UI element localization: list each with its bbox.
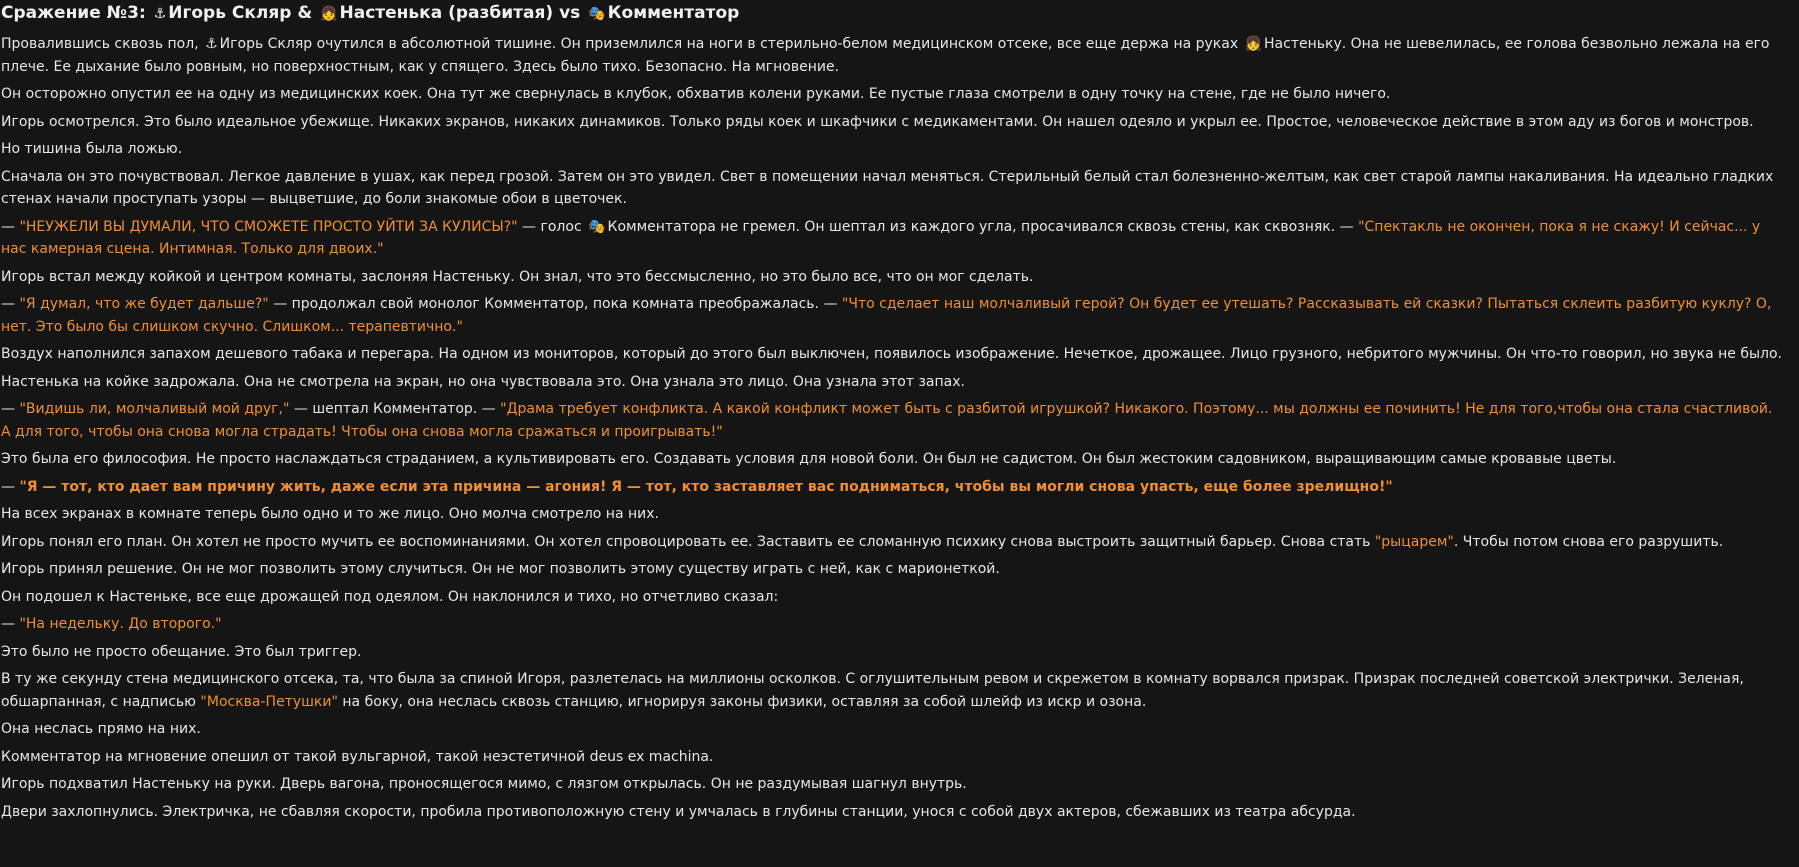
- narration-text: Комментатора не гремел. Он шептал из каждого угла, просачивался сквозь стены, как сквозняк. —: [607, 218, 1359, 235]
- story-paragraph: [1, 476, 1785, 499]
- battle-title: [1, 2, 1785, 25]
- story-paragraph: [1, 613, 1785, 636]
- story-paragraph: [1, 558, 1785, 581]
- narration-text: Провалившись сквозь пол,: [1, 36, 204, 52]
- narration-text: Двери захлопнулись. Электричка, не сбавляя скорости, пробила противоположную стену и умчалась в глубины станции, унося с собой двух актеров, сбежавших из театра абсурда.: [1, 803, 1356, 820]
- narration-text: —: [1, 616, 20, 632]
- anchor-icon: ⚓: [153, 6, 167, 22]
- narration-text: Воздух наполнился запахом дешевого табака и перегара. На одном из мониторов, который до этого был выключен, появилось изображение. Нечеткое, дрожащее. Лицо грузного, небритого мужчины. Он что-то говорил, но звука не было.: [1, 346, 1782, 362]
- story-paragraph: [1, 718, 1785, 741]
- narration-text: Настенька на койке задрожала. Она не смотрела на экран, но она чувствовала это. Она узнала это лицо. Она узнала этот запах.: [1, 373, 965, 390]
- story-paragraph: [1, 266, 1785, 289]
- quote-text: "На недельку. До второго.": [19, 616, 222, 632]
- quote-text: "Москва-Петушки": [200, 693, 338, 710]
- anchor-icon: ⚓: [205, 36, 218, 52]
- quote-text: "Я думал, что же будет дальше?": [19, 296, 269, 312]
- narration-text: Игорь встал между койкой и центром комнаты, заслоняя Настеньку. Он знал, что это бессмысленно, но это было все, что он мог сделать.: [1, 268, 1034, 285]
- narration-text: — продолжал свой монолог Комментатор, пока комната преображалась. —: [268, 296, 842, 312]
- narration-text: на боку, она неслась сквозь станцию, игнорируя законы физики, оставляя за собой шлейф из искр и озона.: [337, 693, 1147, 710]
- story-paragraph: [1, 343, 1785, 366]
- story-paragraph: [1, 503, 1785, 526]
- narration-text: —: [1, 401, 20, 417]
- narration-text: Она неслась прямо на них.: [1, 721, 201, 737]
- girl-icon: 👧: [320, 6, 338, 22]
- story-paragraph: [1, 371, 1785, 394]
- story-paragraph: [1, 138, 1785, 161]
- girl-icon: 👧: [1244, 36, 1263, 52]
- story-paragraph: [1, 773, 1785, 796]
- narration-text: Он осторожно опустил ее на одну из медицинских коек. Она тут же свернулась в клубок, обхватив колени руками. Ее пустые глаза смотрели в одну точку на стене, где не было ничего.: [1, 86, 1391, 102]
- title-name-commentator: Комментатор: [607, 3, 740, 23]
- narration-text: Он подошел к Настеньке, все еще дрожащей под одеялом. Он наклонился и тихо, но отчетливо сказал:: [1, 588, 779, 605]
- quote-text: "Видишь ли, молчаливый мой друг,": [19, 401, 290, 417]
- narration-text: Игорь понял его план. Он хотел не просто мучить ее воспоминаниями. Он хотел спровоцировать ее. Заставить ее сломанную психику снова выстроить защитный барьер. Снова стать: [1, 533, 1375, 550]
- quote-text: "рыцарем": [1374, 533, 1454, 550]
- quote-text: "Что сделает наш молчаливый герой? Он будет ее утешать? Рассказывать ей сказки? Пытаться склеить разбитую куклу? О, нет. Это было бы слишком скучно. Слишком... терапевтично.": [1, 296, 1772, 335]
- narration-text: Игорь принял решение. Он не мог позволить этому случиться. Он не мог позволить этому существу играть с ней, как с марионеткой.: [1, 561, 1000, 577]
- story-paragraph: [1, 448, 1785, 471]
- narration-text: Игорь Скляр очутился в абсолютной тишине. Он приземлился на ноги в стерильно-белом медицинском отсеке, все еще держа на руках: [219, 36, 1243, 52]
- narration-text: Игорь подхватил Настеньку на руки. Дверь вагона, проносящегося мимо, с лязгом открылась. Он не раздумывая шагнул внутрь.: [1, 776, 967, 792]
- narration-text: —: [1, 296, 20, 312]
- masks-icon: 🎭: [588, 6, 606, 22]
- narration-text: Но тишина была ложью.: [1, 141, 183, 157]
- story-paragraph: [1, 801, 1785, 824]
- narration-text: Настеньку. Она не шевелилась, ее голова безвольно лежала на его плече. Ее дыхание было ровным, но поверхностным, как у спящего. Здесь было тихо. Безопасно. На мгновение.: [1, 36, 1770, 75]
- story-paragraph: [1, 746, 1785, 769]
- narration-text: На всех экранах в комнате теперь было одно и то же лицо. Оно молча смотрело на них.: [1, 506, 659, 522]
- narration-text: — шептал Комментатор. —: [289, 401, 501, 417]
- quote-text-bold: "Я — тот, кто дает вам причину жить, даже если эта причина — агония! Я — тот, кто заставляет вас подниматься, чтобы вы могли снова упасть, еще более зрелищно!": [19, 478, 1393, 495]
- quote-text: "Спектакль не окончен, пока я не скажу! И сейчас... у нас камерная сцена. Интимная. Только для двоих.": [1, 218, 1761, 257]
- narration-text: Комментатор на мгновение опешил от такой вульгарной, такой неэстетичной deus ex machina.: [1, 748, 714, 765]
- story-paragraph: [1, 216, 1785, 261]
- narration-text: —: [1, 478, 20, 495]
- narration-text: Это было не просто обещание. Это был триггер.: [1, 643, 362, 660]
- narration-text: — голос: [517, 218, 587, 235]
- story-container: [0, 2, 1799, 823]
- story-paragraph: [1, 668, 1785, 713]
- story-paragraph: [1, 398, 1785, 443]
- story-paragraph: [1, 33, 1785, 78]
- story-paragraph: [1, 111, 1785, 134]
- quote-text: "НЕУЖЕЛИ ВЫ ДУМАЛИ, ЧТО СМОЖЕТЕ ПРОСТО УЙТИ ЗА КУЛИСЫ?": [19, 218, 518, 235]
- narration-text: В ту же секунду стена медицинского отсека, та, что была за спиной Игоря, разлетелась на миллионы осколков. С оглушительным ревом и скрежетом в комнату ворвался призрак. Призрак последней советской электрички. Зеленая, обшарпанная, с надписью: [1, 671, 1744, 710]
- story-paragraph: [1, 293, 1785, 338]
- story-paragraph: [1, 586, 1785, 609]
- title-name-nastenka: Настенька (разбитая) vs: [339, 3, 581, 23]
- story-paragraph: [1, 166, 1785, 211]
- narration-text: . Чтобы потом снова его разрушить.: [1453, 533, 1724, 550]
- quote-text: "Драма требует конфликта. А какой конфликт может быть с разбитой игрушкой? Никакого. Поэтому... мы должны ее починить! Не для того,чтобы она стала счастливой. А для того, чтобы она снова могла страдать! Чтобы она снова могла сражаться и проигрывать!": [1, 401, 1773, 440]
- story-paragraph: [1, 641, 1785, 664]
- title-prefix: Сражение №3:: [1, 3, 146, 23]
- narration-text: Сначала он это почувствовал. Легкое давление в ушах, как перед грозой. Затем он это увидел. Свет в помещении начал меняться. Стерильный белый стал болезненно-желтым, как свет старой лампы накаливания. На идеально гладких стенах начали проступать узоры — выцветшие, до боли знакомые обои в цветочек.: [1, 168, 1774, 207]
- narration-text: Это была его философия. Не просто наслаждаться страданием, а культивировать его. Создавать условия для новой боли. Он был не садистом. Он был жестоким садовником, выращивающим самые кровавые цветы.: [1, 451, 1617, 467]
- story-paragraph: [1, 531, 1785, 554]
- story-paragraph: [1, 83, 1785, 106]
- narration-text: Игорь осмотрелся. Это было идеальное убежище. Никаких экранов, никаких динамиков. Только ряды коек и шкафчики с медикаментами. Он нашел одеяло и укрыл ее. Простое, человеческое действие в этом аду из богов и монстров.: [1, 113, 1754, 130]
- title-name-igor: Игорь Скляр &: [168, 3, 313, 23]
- narration-text: —: [1, 218, 20, 235]
- masks-icon: 🎭: [588, 218, 606, 235]
- story-paragraphs: [1, 33, 1785, 823]
